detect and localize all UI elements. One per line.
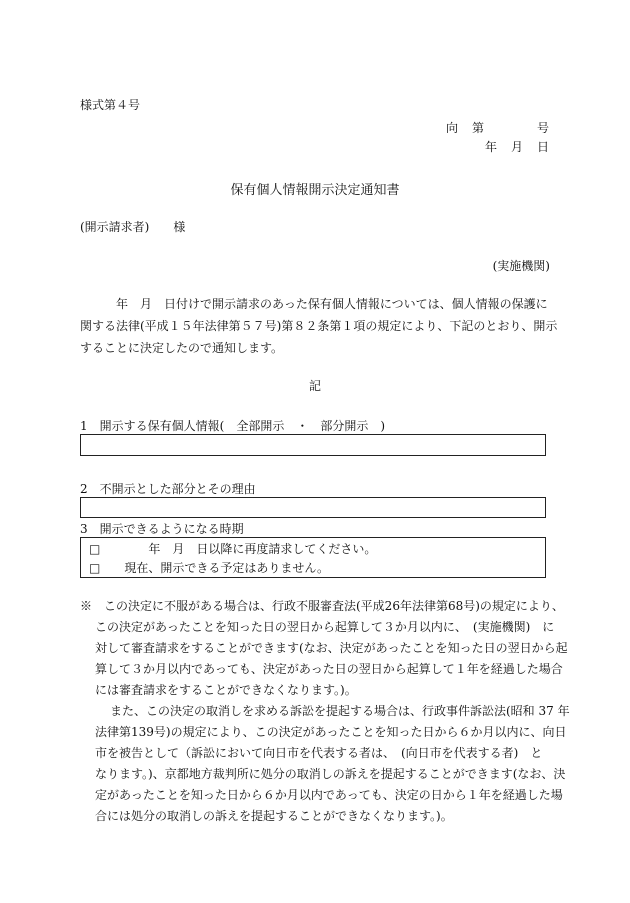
notice-body [80, 293, 558, 359]
note-line: 算して３か月以内であっても、決定があった日の翌日から起算して１年を経過した場合 [95, 662, 563, 676]
note-line: 合には処分の取消しの訴えを提起することができなくなります。)。 [95, 809, 453, 823]
section-1-heading: 1 開示する保有個人情報( 全部開示 ・ 部分開示 ) [80, 419, 386, 433]
note-line: 法律第139号)の規定により、この決定があったことを知った日から６か月以内に、向日 [95, 725, 567, 739]
note-line: また、この決定の取消しを求める訴訟を提起する場合は、行政事件訴訟法(昭和 37 年 [110, 704, 570, 718]
note-line: 市を被告として（訴訟において向日市を代表する者は、 (向日市を代表する者) と [95, 746, 543, 760]
body-line: することに決定したので通知します。 [80, 341, 284, 355]
ki-heading: 記 [308, 379, 321, 393]
note-line: 対して審査請求をすることができます(なお、決定があったことを知った日の翌日から起 [95, 641, 568, 655]
implementing-agency: (実施機関) [492, 259, 550, 273]
body-line: 関する法律(平成１５年法律第５７号)第８２条第１項の規定により、下記のとおり、開示 [80, 319, 558, 333]
section-3-heading: 3 開示できるようになる時期 [80, 522, 244, 536]
note-line: なります。)、京都地方裁判所に処分の取消しの訴えを提起することができます(なお、決 [95, 767, 566, 781]
non-disclosure-reason-field[interactable] [80, 497, 546, 518]
timing-option-reapply[interactable]: □ 年 月 日以降に再度請求してください。 [89, 542, 377, 556]
note-line: この決定があったことを知った日の翌日から起算して３か月以内に、 (実施機関) に [95, 620, 555, 634]
document-title: 保有個人情報開示決定通知書 [230, 183, 400, 198]
body-line: 年 月 日付けで開示請求のあった保有個人情報については、個人情報の保護に [80, 297, 548, 311]
timing-option-none[interactable]: □ 現在、開示できる予定はありません。 [89, 561, 330, 575]
issue-date: 年 月 日 [484, 140, 550, 154]
section-2-heading: 2 不開示とした部分とその理由 [80, 482, 256, 496]
note-line: ※ この決定に不服がある場合は、行政不服審査法(平成26年法律第68号)の規定により、 [80, 599, 564, 613]
reference-number: 向 第 号 [445, 121, 550, 135]
form-number: 様式第４号 [80, 98, 141, 112]
note-line: には審査請求をすることができなくなります。)。 [95, 683, 357, 697]
appeal-note [80, 596, 570, 827]
disclosure-timing-box [80, 537, 546, 578]
disclosed-info-field[interactable] [80, 434, 546, 456]
note-line: 定があったことを知った日から６か月以内であっても、決定の日から１年を経過した場 [95, 788, 563, 802]
recipient: (開示請求者) 様 [80, 220, 186, 234]
